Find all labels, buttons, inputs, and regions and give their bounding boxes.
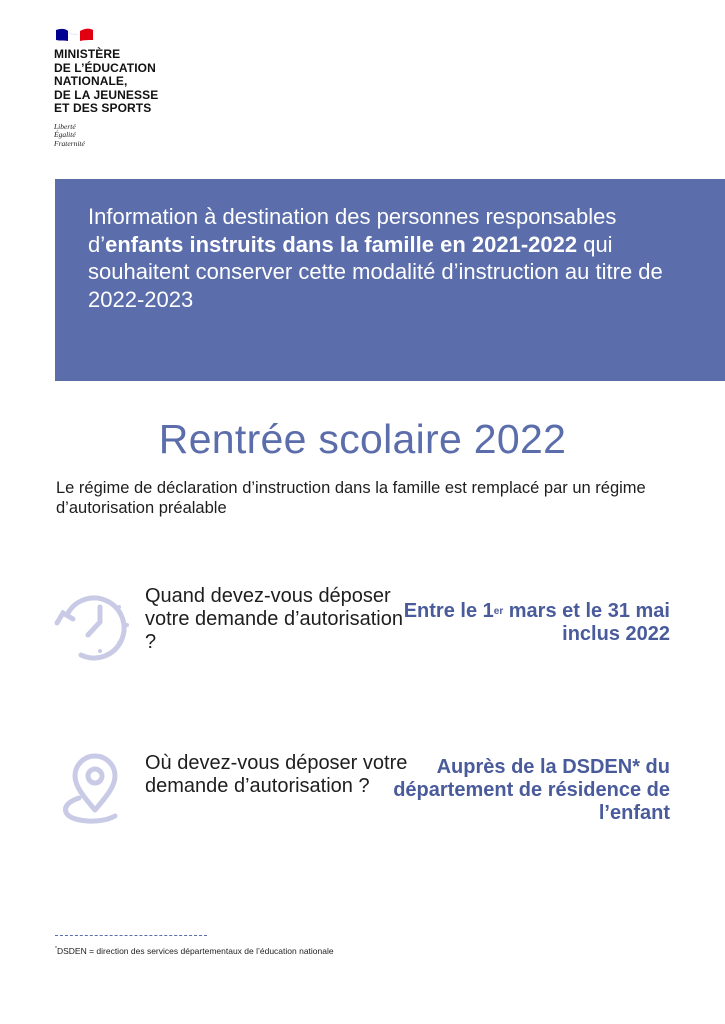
clock-icon (53, 585, 135, 668)
banner-text-end: qui souhaitent conserver cette modalité d’instruction au titre de 2022-2023 (88, 231, 663, 312)
footnote: *DSDEN = direction des services départementaux de l’éducation nationale (55, 946, 334, 956)
question-when: Quand devez-vous déposer votre demande d’autorisation ? (145, 585, 403, 653)
info-banner (55, 179, 725, 381)
ministry-name: MINISTÈRE DE L’ÉDUCATION NATIONALE, DE LA JEUNESSE ET DES SPORTS (54, 47, 159, 115)
banner-text-bold: enfants instruits dans la famille en 2021-2022 (105, 231, 578, 257)
question-where: Où devez-vous déposer votre demande d’autorisation ? (145, 752, 408, 797)
location-pin-icon (53, 752, 133, 835)
page-subtitle: Le régime de déclaration d’instruction dans la famille est remplacé par un régime d’autorisation préalable (56, 479, 646, 517)
republic-flag-icon (54, 28, 94, 42)
answer-where: Auprès de la DSDEN* du département de résidence de l’enfant (393, 756, 670, 824)
answer-when: Entre le 1er mars et le 31 mai inclus 2022 (403, 600, 670, 645)
ministry-logo (54, 28, 158, 148)
page-title: Rentrée scolaire 2022 (158, 416, 567, 462)
banner-text-start: Information à destination des personnes responsables d’ (88, 204, 617, 257)
republic-motto: Liberté Égalité Fraternité (54, 121, 85, 148)
footnote-divider (55, 935, 207, 936)
